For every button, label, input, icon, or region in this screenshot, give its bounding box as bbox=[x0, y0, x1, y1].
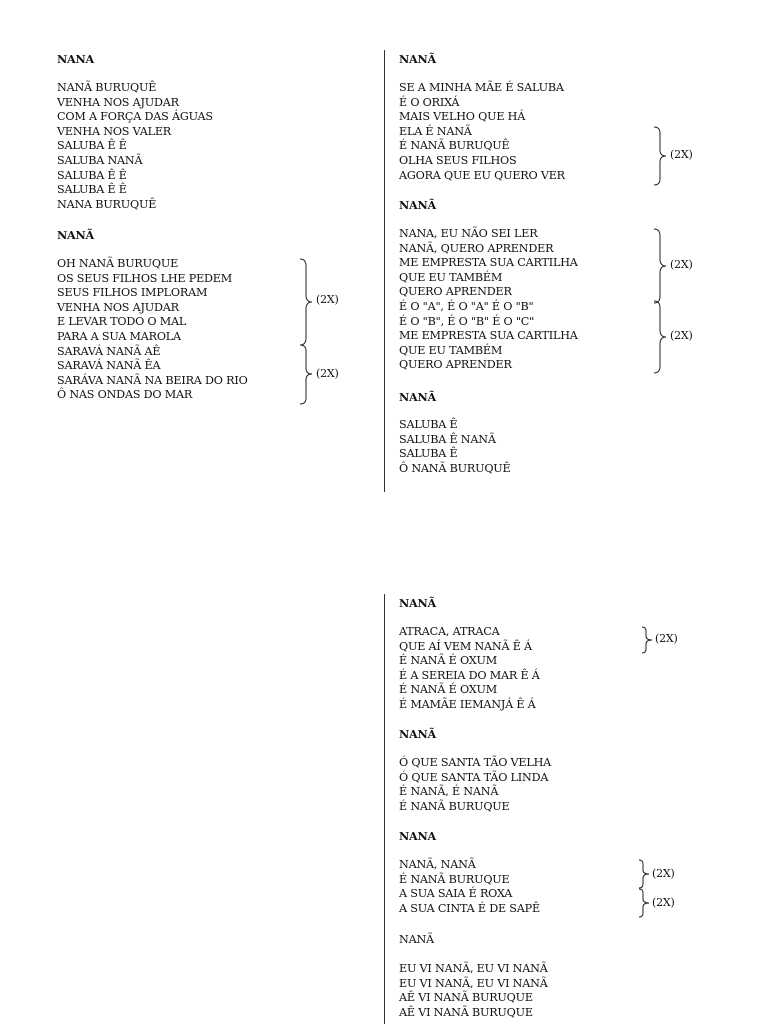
lyric-line: Ô NANÃ BURUQUÊ bbox=[399, 461, 511, 475]
lyric-line: ME EMPRESTA SUA CARTILHA bbox=[399, 256, 578, 270]
lyric-line: ME EMPRESTA SUA CARTILHA bbox=[399, 329, 578, 343]
lyric-line: NANÃ BURUQUÊ bbox=[57, 81, 157, 94]
repeat-brace bbox=[298, 344, 314, 405]
lyric-line: SALUBA Ê NANÃ bbox=[399, 432, 496, 446]
lyric-line: NANÃ, QUERO APRENDER bbox=[399, 241, 554, 255]
lyric-line: É NANÃ BURUQUE bbox=[399, 799, 510, 813]
lyric-line: NANA, EU NÃO SEI LER bbox=[399, 227, 538, 240]
lyric-line: É NANÃ É OXUM bbox=[399, 654, 497, 668]
repeat-brace bbox=[637, 859, 651, 889]
lyric-line: OH NANÃ BURUQUE bbox=[57, 257, 179, 270]
lyric-line: VENHA NOS VALER bbox=[57, 124, 172, 138]
lyric-line: PARA A SUA MAROLA bbox=[57, 329, 181, 343]
repeat-label: (2X) bbox=[652, 896, 675, 909]
lyric-line: QUE EU TAMBÉM bbox=[399, 270, 503, 284]
section-title: NANÃ bbox=[399, 390, 437, 404]
repeat-label: (2X) bbox=[670, 329, 693, 342]
lyric-line: ATRACA, ATRACA bbox=[399, 625, 500, 638]
lyric-line: QUERO APRENDER bbox=[399, 358, 512, 372]
lyric-line: VENHA NOS AJUDAR bbox=[57, 300, 179, 314]
section-title: NANÃ bbox=[399, 727, 437, 741]
lyric-line: COM A FORÇA DAS ÁGUAS bbox=[57, 110, 213, 124]
lyric-line: É O "B", É O "B" É O "C" bbox=[399, 314, 535, 328]
lyric-line: E LEVAR TODO O MAL bbox=[57, 315, 187, 329]
lyric-line: É A SEREIA DO MAR Ê Á bbox=[399, 668, 540, 682]
lyric-line: É NANÃ BURUQUE bbox=[399, 872, 510, 886]
lyric-line: SALUBA NANÃ bbox=[57, 153, 143, 167]
lyrics-block bbox=[399, 858, 540, 916]
lyric-line: SALUBA Ê Ê bbox=[57, 168, 127, 182]
column-divider-bottom bbox=[384, 594, 385, 1024]
lyrics-block bbox=[399, 756, 551, 814]
lyric-line: Ô NAS ONDAS DO MAR bbox=[57, 388, 193, 402]
lyric-line: ELA É NANÃ bbox=[399, 124, 472, 138]
repeat-label: (2X) bbox=[316, 367, 339, 380]
section-title: NANÃ bbox=[399, 52, 437, 66]
section-title: NANA bbox=[399, 829, 437, 843]
lyric-line: É NANÃ BURUQUÊ bbox=[399, 139, 510, 153]
lyric-line: AGORA QUE EU QUERO VER bbox=[399, 168, 565, 182]
section-title: NANÃ bbox=[399, 198, 437, 212]
repeat-brace bbox=[298, 258, 314, 346]
lyric-line: QUERO APRENDER bbox=[399, 285, 512, 299]
lyric-line: SALUBA Ê bbox=[399, 447, 458, 461]
lyric-line: SEUS FILHOS IMPLORAM bbox=[57, 286, 208, 300]
lyric-line: NANA BURUQUÊ bbox=[57, 197, 157, 211]
column-divider-top bbox=[384, 50, 385, 492]
repeat-label: (2X) bbox=[316, 293, 339, 306]
lyric-line: Ó QUE SANTA TÃO VELHA bbox=[399, 756, 552, 769]
lyric-line: SARAVÁ NANÃ ÊA bbox=[57, 359, 161, 373]
lyric-line: SARAVÁ NANÃ AÊ bbox=[57, 344, 161, 358]
lyric-line: OLHA SEUS FILHOS bbox=[399, 153, 517, 167]
section-title: NANÃ bbox=[57, 228, 95, 242]
repeat-label: (2X) bbox=[670, 258, 693, 271]
lyric-line: É NANÃ, É NANÃ bbox=[399, 785, 499, 799]
lyric-line: OS SEUS FILHOS LHE PEDEM bbox=[57, 271, 233, 285]
repeat-brace bbox=[637, 888, 651, 918]
lyrics-block bbox=[399, 962, 548, 1020]
repeat-brace bbox=[652, 228, 668, 304]
lyric-line: Ó QUE SANTA TÃO LINDA bbox=[399, 770, 549, 784]
repeat-brace bbox=[652, 126, 668, 186]
lyric-line: MAIS VELHO QUE HÁ bbox=[399, 110, 526, 124]
lyric-line: QUE AÍ VEM NANÃ Ê Á bbox=[399, 639, 532, 653]
lyric-line: A SUA SAIA É ROXA bbox=[399, 887, 513, 901]
lyric-line: É NANÃ É OXUM bbox=[399, 683, 497, 697]
lyric-line: NANÃ, NANÃ bbox=[399, 858, 476, 871]
lyric-line: EU VI NANÃ, EU VI NANÃ bbox=[399, 962, 548, 975]
lyric-line: AÊ VI NANÃ BURUQUE bbox=[399, 991, 533, 1005]
lyric-line: A SUA CINTA É DE SAPÊ bbox=[399, 901, 540, 915]
lyric-line: VENHA NOS AJUDAR bbox=[57, 95, 179, 109]
lyrics-block bbox=[57, 257, 248, 403]
lyric-line: SALUBA Ê Ê bbox=[57, 183, 127, 197]
lyrics-block bbox=[399, 227, 578, 373]
lyric-line: É O ORIXÁ bbox=[399, 95, 460, 109]
lyric-line: É O "A", É O "A" É O "B" bbox=[399, 299, 534, 313]
lyric-line: SE A MINHA MÃE É SALUBA bbox=[399, 81, 564, 94]
repeat-label: (2X) bbox=[655, 632, 678, 645]
lyric-line: SALUBA Ê Ê bbox=[57, 139, 127, 153]
section-title: NANÃ bbox=[399, 596, 437, 610]
lyrics-block bbox=[399, 81, 565, 183]
lyrics-block bbox=[399, 418, 511, 476]
lyric-line: AÊ VI NANÃ BURUQUE bbox=[399, 1005, 533, 1019]
section-title: NANÃ bbox=[399, 933, 434, 946]
lyric-line: É MAMÃE IEMANJÁ Ê Á bbox=[399, 697, 536, 711]
repeat-brace bbox=[652, 300, 668, 374]
lyric-line: EU VI NANÃ, EU VI NANÃ bbox=[399, 976, 548, 990]
repeat-label: (2X) bbox=[670, 148, 693, 161]
section-title: NANA bbox=[57, 52, 95, 66]
lyric-line: SARÁVA NANÃ NA BEIRA DO RIO bbox=[57, 373, 248, 387]
lyrics-block bbox=[57, 81, 213, 212]
repeat-label: (2X) bbox=[652, 867, 675, 880]
lyrics-block bbox=[399, 625, 540, 713]
lyric-line: QUE EU TAMBÉM bbox=[399, 343, 503, 357]
lyric-line: SALUBA Ê bbox=[399, 418, 458, 431]
repeat-brace bbox=[640, 626, 654, 654]
